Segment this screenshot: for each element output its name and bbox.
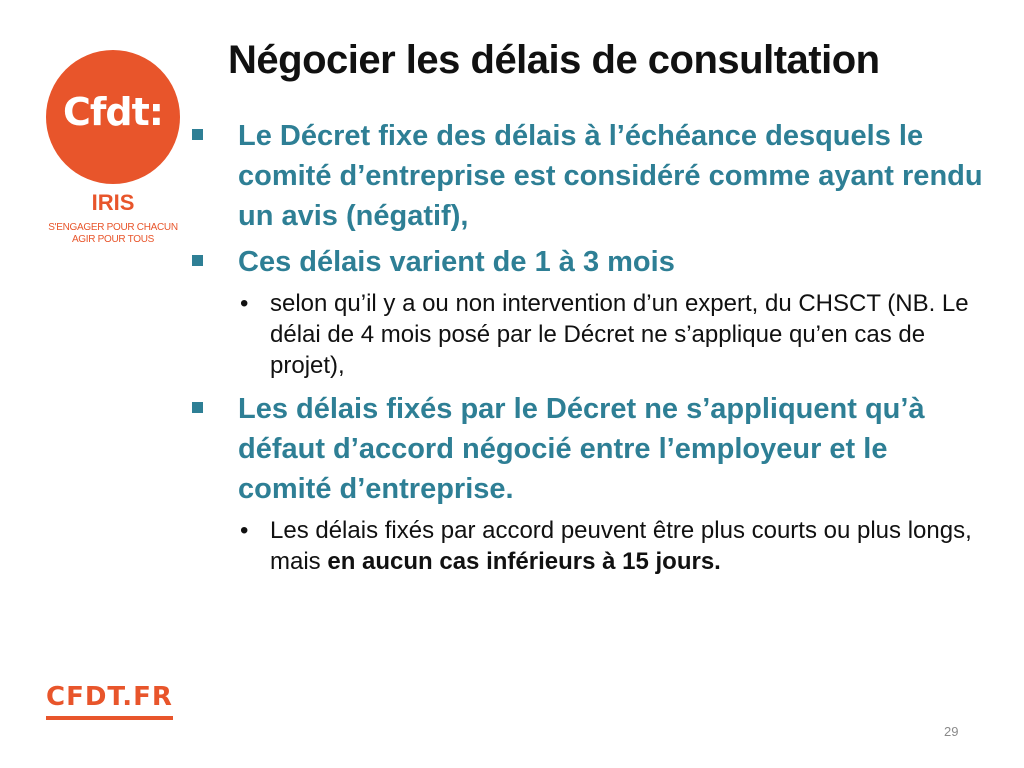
logo-circle-text: Cfdt: — [63, 90, 163, 134]
sub-bullet-text: selon qu’il y a ou non intervention d’un expert, du CHSCT (NB. Le délai de 4 mois posé par le Décret ne s’applique qu’en cas de projet), — [270, 290, 969, 379]
bullet-text: Le Décret fixe des délais à l’échéance desquels le comité d’entreprise est considéré comme ayant rendu un avis (négatif), — [238, 120, 983, 232]
square-bullet-icon — [192, 402, 203, 413]
page-number: 29 — [944, 724, 959, 739]
dot-bullet-icon: • — [240, 290, 249, 317]
bullet-text: Les délais fixés par le Décret ne s’appliquent qu’à défaut d’accord négocié entre l’employeur et le comité d’entreprise. — [238, 393, 925, 505]
bullet-list — [186, 116, 986, 585]
square-bullet-icon — [192, 129, 203, 140]
logo-tagline-2: AGIR POUR TOUS — [71, 234, 155, 245]
sub-bullet-item-2-1 — [186, 288, 986, 381]
bullet-item-3 — [186, 389, 986, 509]
cfdt-fr-brand: CFDT.FR — [46, 682, 173, 720]
sub-bullet-text: Les délais fixés par accord peuvent être plus courts ou plus longs, mais — [270, 517, 972, 575]
dot-bullet-icon: • — [240, 517, 249, 544]
sub-bullet-item-3-1 — [186, 515, 986, 577]
cfdt-logo — [46, 50, 180, 184]
bullet-item-2 — [186, 242, 986, 282]
logo-iris-label: IRIS — [91, 190, 135, 215]
sub-bullet-bold-text: en aucun cas inférieurs à 15 jours. — [327, 548, 721, 575]
square-bullet-icon — [192, 255, 203, 266]
logo-tagline-1: S'ENGAGER POUR CHACUN — [48, 222, 178, 233]
bullet-text: Ces délais varient de 1 à 3 mois — [238, 246, 675, 278]
bullet-item-1 — [186, 116, 986, 236]
slide-title: Négocier les délais de consultation — [228, 38, 880, 82]
